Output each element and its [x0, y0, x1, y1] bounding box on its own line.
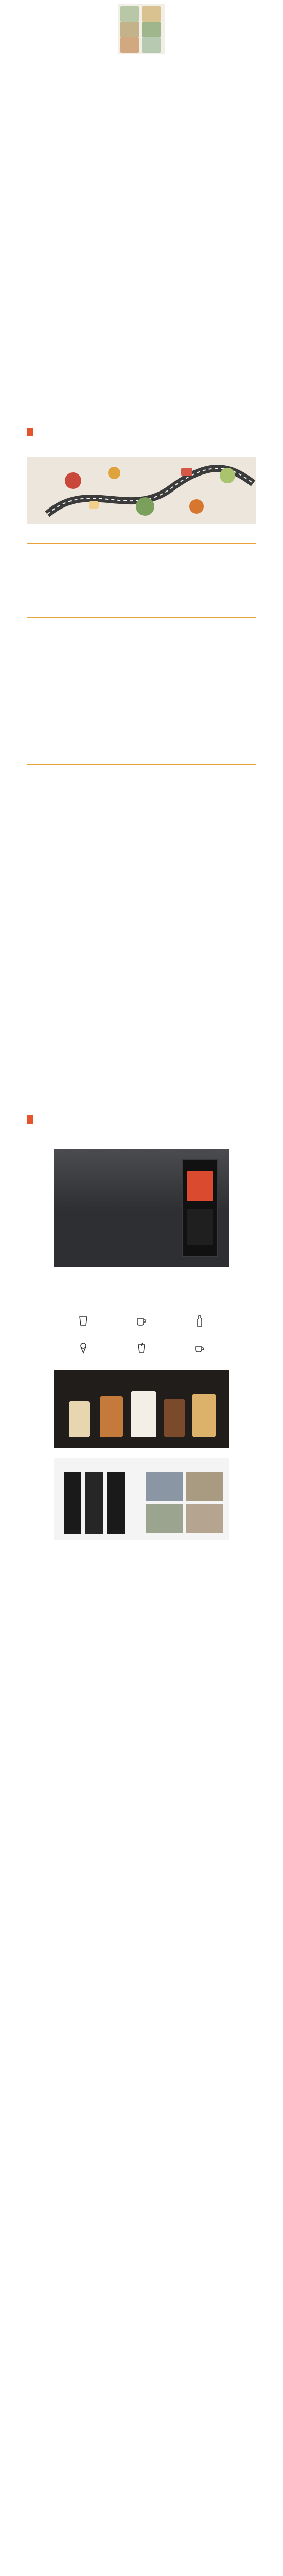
food-illustration [27, 457, 256, 524]
location-photo [146, 1472, 183, 1501]
ad-tag [27, 1115, 33, 1124]
tea-icon [193, 1342, 206, 1354]
section-tag [27, 428, 33, 436]
grid-photo [142, 22, 161, 37]
machine-screen [187, 1171, 213, 1201]
ad-hero [54, 1149, 229, 1267]
banner-image [27, 457, 256, 524]
grid-photo [120, 37, 139, 53]
grid-photo [142, 6, 161, 22]
machine-thumb [85, 1472, 103, 1534]
machine-showcase [54, 1458, 229, 1540]
subhead-rule [27, 543, 256, 544]
cup-icon [77, 1315, 90, 1327]
grid-photo [142, 37, 161, 53]
grid-photo [120, 22, 139, 37]
vending-machine [182, 1159, 218, 1257]
subhead-rule [27, 617, 256, 618]
machine-thumb [64, 1472, 81, 1534]
machine-panel [187, 1209, 213, 1245]
drinks-illustration [54, 1370, 229, 1448]
location-photo [186, 1472, 223, 1501]
machine-thumb [107, 1472, 125, 1534]
photo-grid [118, 4, 165, 54]
location-photo [146, 1504, 183, 1533]
coffee-icon [135, 1315, 148, 1327]
bottle-icon [193, 1315, 206, 1327]
subhead-rule [27, 764, 256, 765]
ice-cream-icon [77, 1342, 90, 1354]
drink-icon [135, 1342, 148, 1354]
drinks-photo [54, 1370, 229, 1448]
grid-photo [120, 6, 139, 22]
location-photo [186, 1504, 223, 1533]
